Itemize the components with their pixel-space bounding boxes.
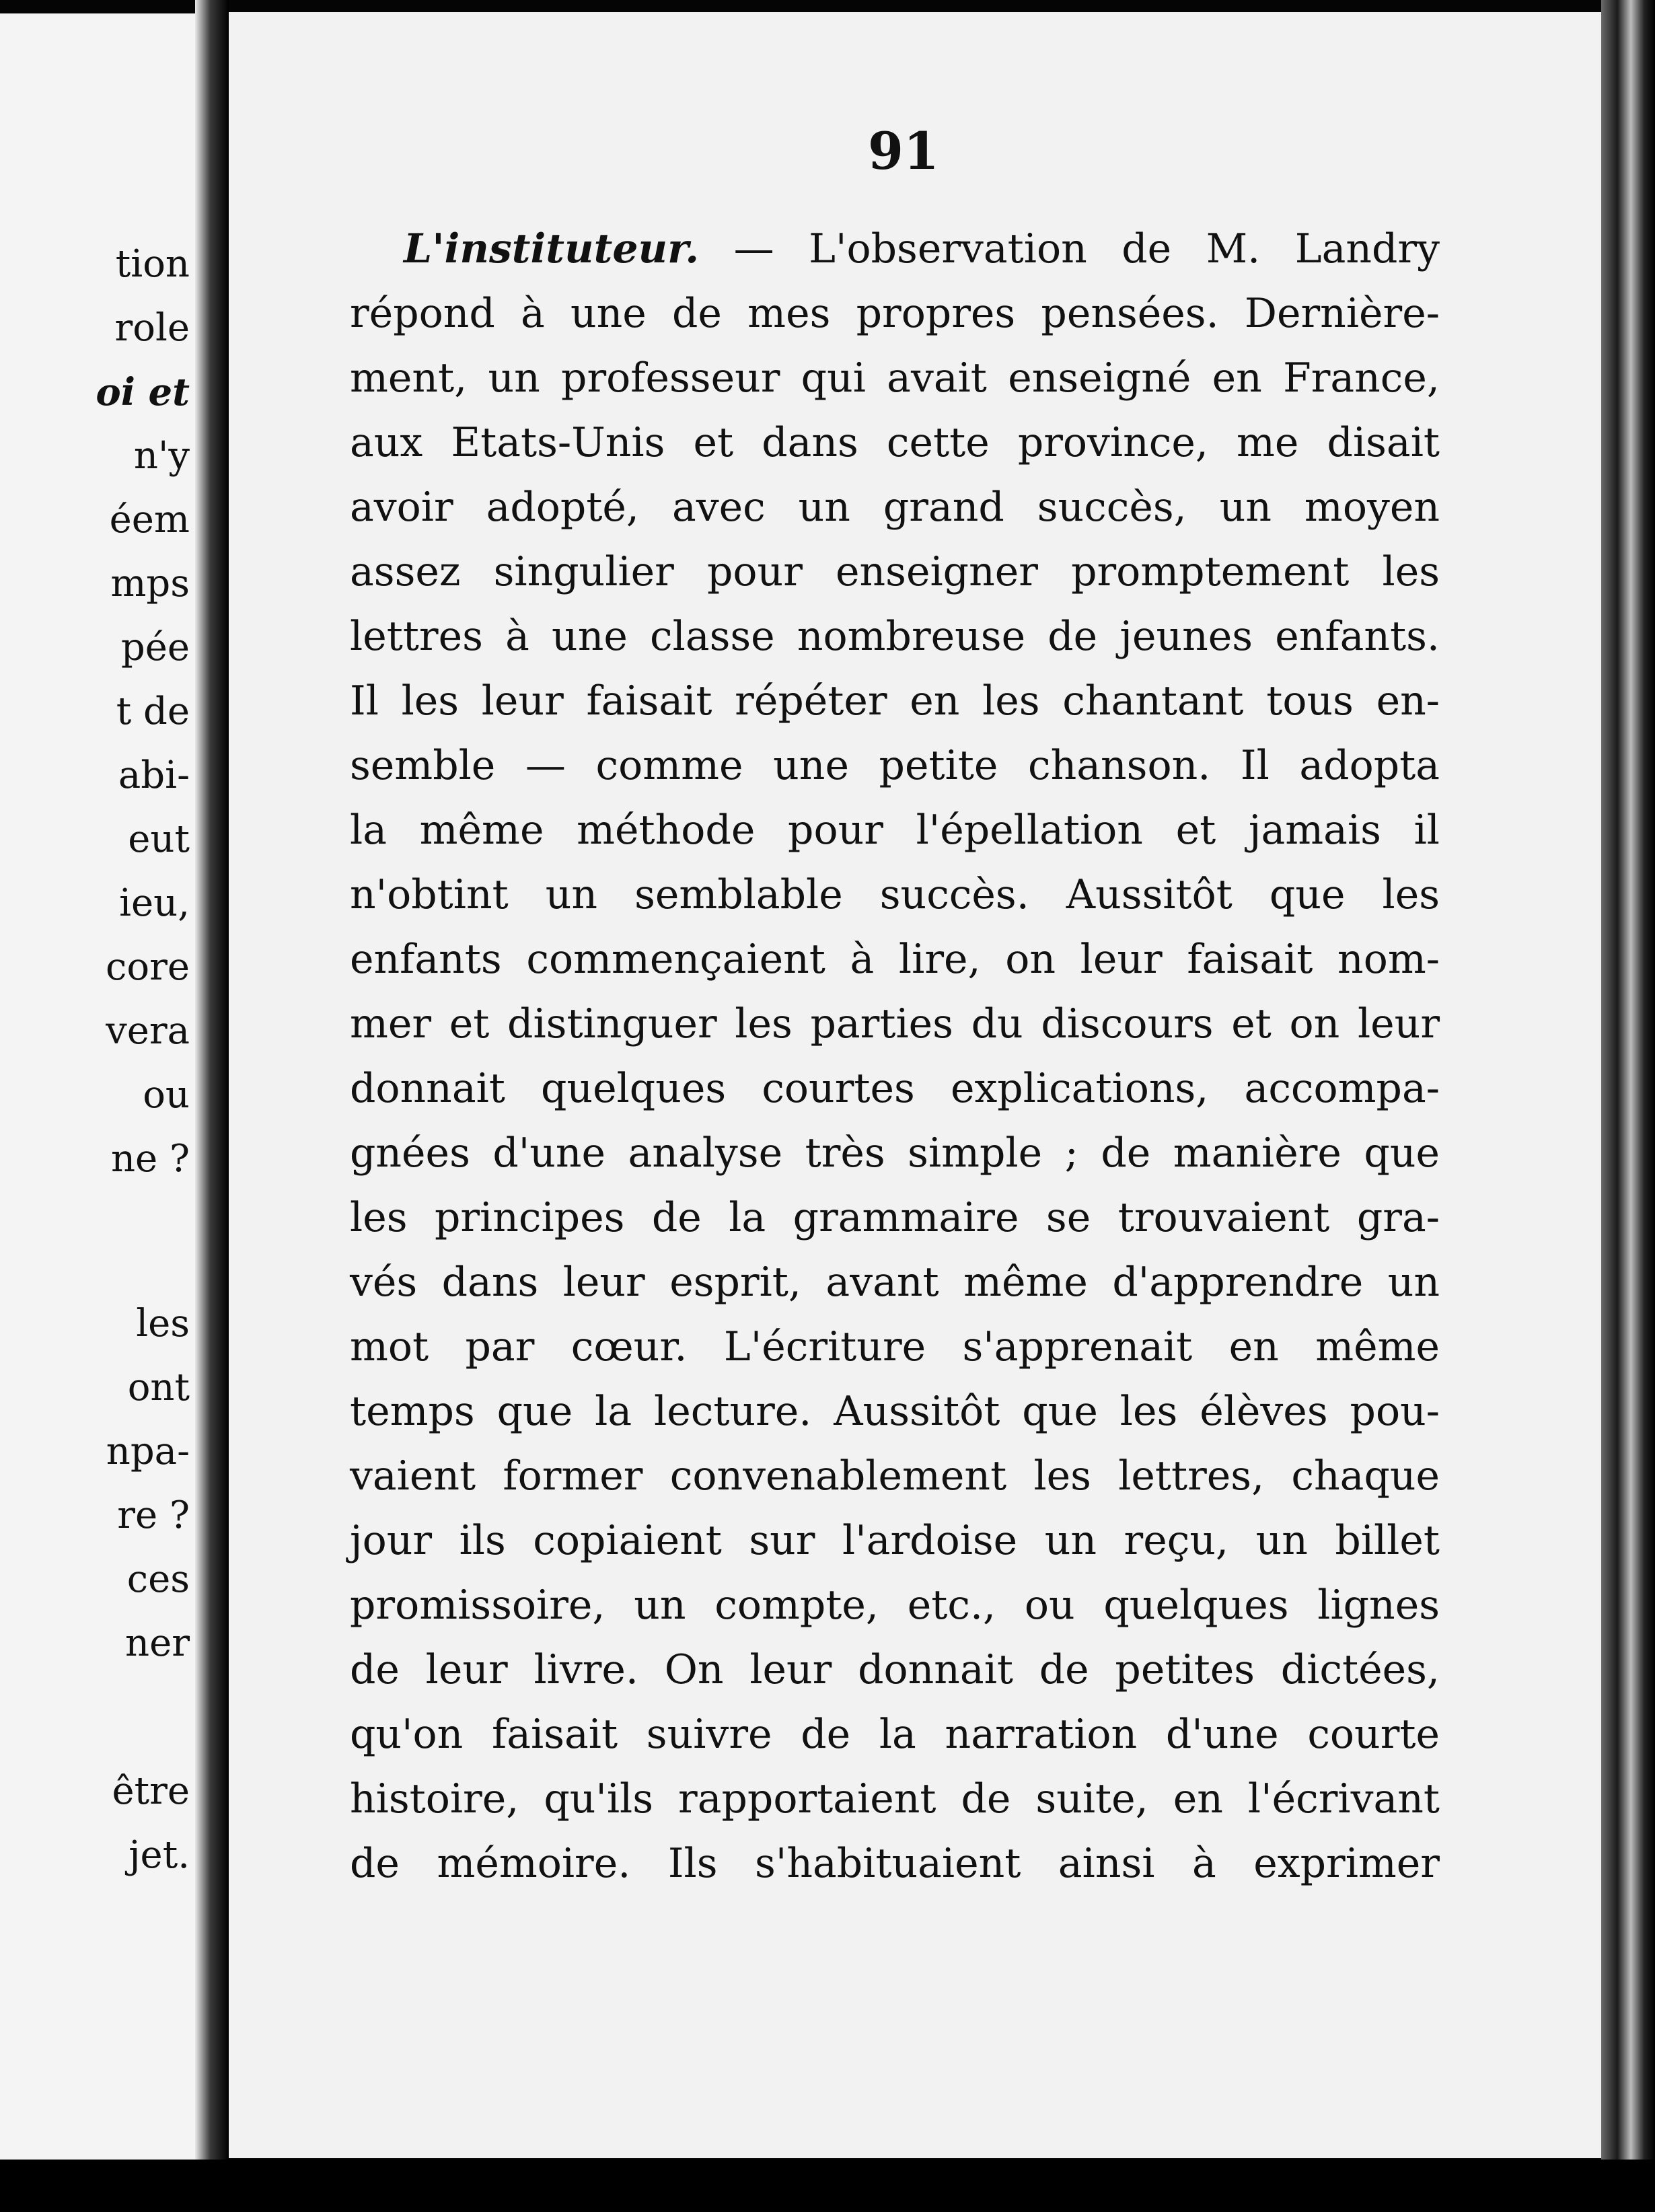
text-line: promissoire, un compte, etc., ou quelques lignes [350,1582,1440,1629]
left-page-line: abi- [118,753,190,797]
text-line: aux Etats-Unis et dans cette province, me disait [350,419,1440,466]
text-line: avoir adopté, avec un grand succès, un moyen [350,484,1440,531]
text-line: la même méthode pour l'épellation et jamais il [350,807,1440,854]
scan-bottom-border [0,2160,1655,2212]
text-line: donnait quelques courtes explications, accompa- [350,1065,1440,1112]
page-number: 91 [868,121,939,181]
left-page-line: oi et [96,370,190,414]
text-line: vés dans leur esprit, avant même d'apprendre un [350,1259,1440,1306]
left-page-line: être [112,1769,190,1813]
left-page-line: mps [110,562,190,605]
text-line: semble — comme une petite chanson. Il adopta [350,742,1440,789]
text-line: n'obtint un semblable succès. Aussitôt que les [350,871,1440,918]
text-line: de mémoire. Ils s'habituaient ainsi à exprimer [350,1840,1440,1887]
text-line: vaient former convenablement les lettres, chaque [350,1452,1440,1500]
left-page-line: ces [126,1557,190,1601]
text-line: assez singulier pour enseigner promptement les [350,548,1440,595]
text-line: gnées d'une analyse très simple ; de manière que [350,1130,1440,1177]
left-page-line: éem [109,498,190,542]
text-line: de leur livre. On leur donnait de petites dictées, [350,1646,1440,1693]
left-page-line: re ? [117,1494,190,1537]
left-page-line: ont [127,1366,190,1409]
text-line: répond à une de mes propres pensées. Dernière- [350,290,1440,337]
left-page-line: role [114,306,190,350]
left-page-line: tion [115,242,190,286]
left-page-line: pée [120,626,190,669]
page-edge-stack [1601,0,1655,2212]
left-page-line: ou [143,1073,190,1117]
left-page-line: vera [106,1009,190,1053]
text-line: jour ils copiaient sur l'ardoise un reçu, un billet [350,1517,1440,1564]
left-page-line: n'y [133,434,190,478]
first-line-text: — L'observation de M. Landry [699,225,1440,272]
text-line: qu'on faisait suivre de la narration d'une courte [350,1711,1440,1758]
previous-page-fragment [0,13,195,2180]
speaker-label: L'instituteur. [404,225,700,272]
left-page-line: les [136,1302,190,1345]
text-line: enfants commençaient à lire, on leur faisait nom- [350,936,1440,983]
text-line: mot par cœur. L'écriture s'apprenait en même [350,1323,1440,1370]
paragraph-first-line [350,225,1440,272]
text-line: lettres à une classe nombreuse de jeunes enfants. [350,613,1440,660]
left-page-line: ieu, [119,881,190,925]
left-page-line: ner [125,1621,190,1665]
text-line: histoire, qu'ils rapportaient de suite, en l'écrivant [350,1775,1440,1822]
text-line: mer et distinguer les parties du discours et on leur [350,1000,1440,1047]
left-page-line: t de [116,690,190,733]
text-line: ment, un professeur qui avait enseigné en France, [350,355,1440,402]
book-gutter-shadow [195,0,229,2212]
left-page-line: core [106,945,190,989]
left-page-line: eut [128,817,190,861]
left-page-line: ne ? [110,1137,190,1181]
left-page-line: npa- [106,1430,190,1473]
text-line: temps que la lecture. Aussitôt que les élèves pou- [350,1388,1440,1435]
text-line: les principes de la grammaire se trouvaient gra- [350,1194,1440,1241]
text-line: Il les leur faisait répéter en les chantant tous en- [350,677,1440,725]
left-page-line: jet. [128,1833,190,1877]
